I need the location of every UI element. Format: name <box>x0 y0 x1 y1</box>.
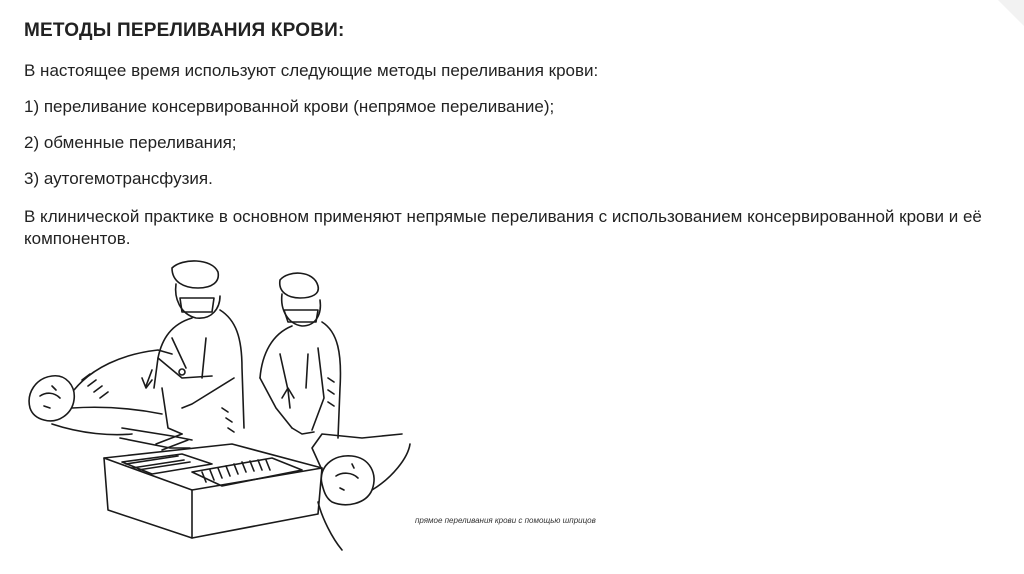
method-item-1: 1) переливание консервированной крови (непрямое переливание); <box>24 97 555 116</box>
blood-transfusion-syringes-drawing-icon <box>22 258 412 554</box>
clinical-note: В клинической практике в основном применяют непрямые переливания с использованием консервированной крови и её компонентов. <box>24 207 982 248</box>
intro-text: В настоящее время используют следующие методы переливания крови: <box>24 61 599 80</box>
illustration-caption: прямое переливания крови с помощью шприцов <box>415 516 596 525</box>
method-item-2: 2) обменные переливания; <box>24 133 237 152</box>
method-item-3: 3) аутогемотрансфузия. <box>24 169 213 188</box>
corner-fold <box>998 0 1024 26</box>
transfusion-illustration <box>22 258 412 554</box>
slide-title: МЕТОДЫ ПЕРЕЛИВАНИЯ КРОВИ: <box>24 20 345 41</box>
